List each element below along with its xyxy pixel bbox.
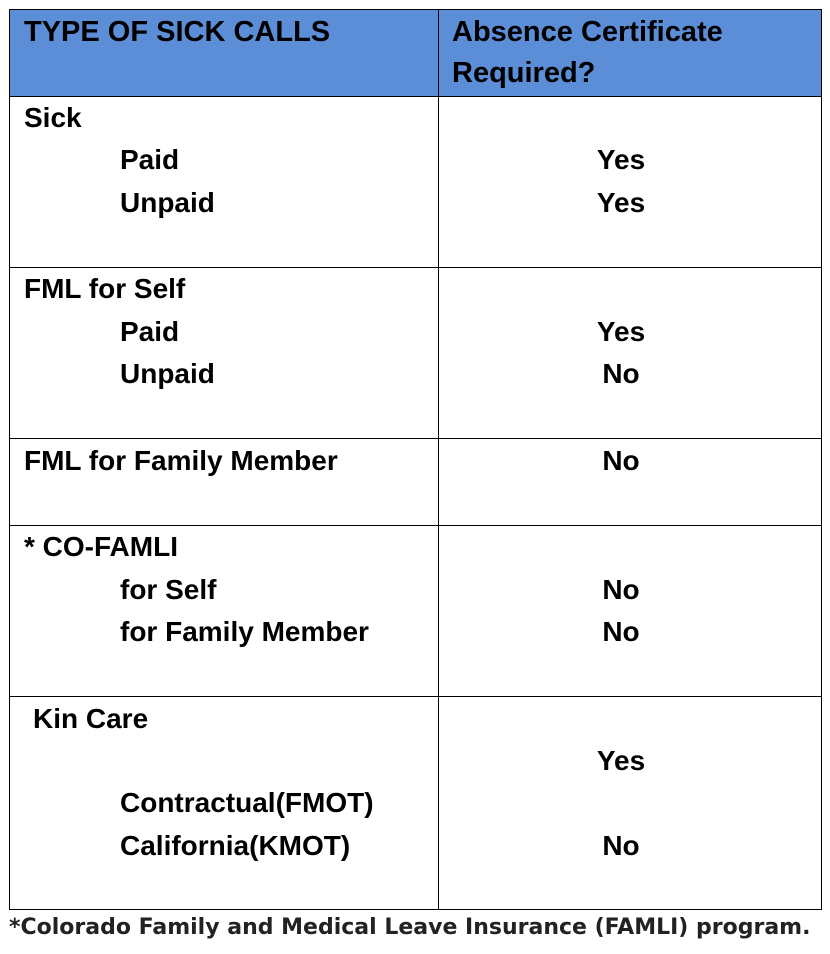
category-fml-for-family-member: FML for Family Member (24, 445, 338, 476)
row-divider (10, 696, 821, 697)
row-divider (10, 267, 821, 268)
item-label: Contractual(FMOT) (120, 787, 374, 818)
row-divider (10, 438, 821, 439)
item-label: Paid (120, 316, 180, 347)
item-label: California(KMOT) (120, 830, 351, 861)
item-label: Paid (120, 144, 180, 175)
item-value: No (602, 830, 640, 861)
item-value: No (602, 358, 640, 389)
header-required: Required? (452, 57, 596, 89)
item-label: Unpaid (120, 187, 215, 218)
header-type-of-sick-calls: TYPE OF SICK CALLS (24, 16, 331, 48)
item-value: No (602, 574, 640, 605)
item-value: Yes (596, 745, 646, 776)
item-value: No (602, 616, 640, 647)
row-divider (10, 525, 821, 526)
category-sick: Sick (24, 102, 82, 133)
item-label: Unpaid (120, 358, 215, 389)
item-label: for Self (120, 574, 217, 605)
footnote: *Colorado Family and Medical Leave Insurance (FAMLI) program. (9, 915, 811, 940)
category-co-famli: * CO-FAMLI (24, 531, 178, 562)
item-value: Yes (596, 187, 646, 218)
item-value: Yes (596, 316, 646, 347)
header-absence-certificate: Absence Certificate (452, 16, 723, 48)
item-value: Yes (596, 144, 646, 175)
item-value: No (602, 445, 640, 476)
category-kin-care: Kin Care (33, 703, 149, 734)
item-label: for Family Member (120, 616, 369, 647)
header-row-divider (10, 96, 821, 97)
column-divider (438, 10, 439, 909)
category-fml-for-self: FML for Self (24, 273, 186, 304)
